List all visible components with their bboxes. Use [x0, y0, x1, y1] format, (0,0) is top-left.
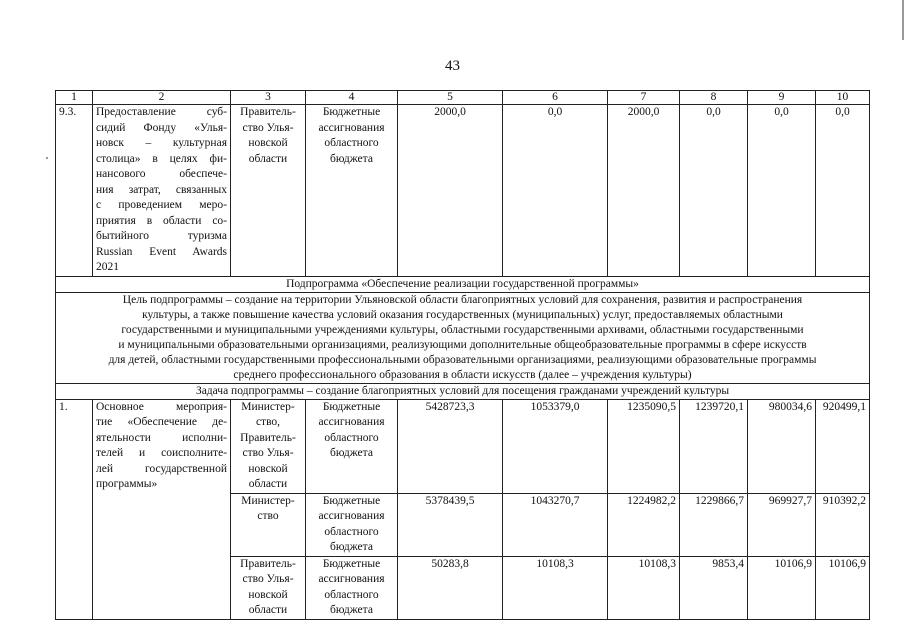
- funding-source-line: ассигнования: [318, 573, 385, 585]
- executor-line: Правитель-: [240, 557, 296, 570]
- value-year: 2000,0: [608, 105, 680, 277]
- activity-name-line: телей и соисполните-: [96, 447, 227, 459]
- value-year: 10106,9: [816, 556, 870, 619]
- executor-line: области: [248, 152, 288, 165]
- funding-source-line: ассигнования: [318, 510, 385, 522]
- funding-source-line: Бюджетные: [322, 557, 381, 570]
- executor-line: ство Улья-: [242, 573, 294, 585]
- goal-line: и муниципальными образовательными организациями, реализующими дополнительные общеобразовательные программы в сфере искусств: [118, 338, 807, 351]
- funding-source-cell: [306, 493, 398, 556]
- funding-source-line: Бюджетные: [322, 494, 381, 507]
- executor-line: области: [248, 478, 288, 490]
- executor-line: области: [248, 604, 288, 616]
- goal-line: для детей, областными государственными профессиональными образовательными организациями, реализующими образовательные программы: [108, 353, 817, 366]
- funding-source-line: областного: [324, 431, 379, 444]
- activity-name-line: тие «Обеспечение де-: [96, 416, 227, 428]
- activity-name-line: Основное мероприя-: [96, 400, 227, 413]
- subprogram-title-row: [56, 276, 870, 292]
- funding-source-cell: [306, 105, 398, 277]
- value-year: 10106,9: [748, 556, 816, 619]
- value-year: 1239720,1: [680, 399, 748, 493]
- value-year: 0,0: [748, 105, 816, 277]
- goal-line: Цель подпрограммы – создание на территории Ульяновской области благоприятных условий для сохранения, развития и распространения: [122, 293, 803, 306]
- value-year: 1053379,0: [503, 399, 608, 493]
- value-total: 50283,8: [398, 556, 503, 619]
- executor-cell: [231, 399, 306, 493]
- activity-name-line: Russian Event Awards: [96, 245, 227, 258]
- value-total: 2000,0: [398, 105, 503, 277]
- activity-name-line: нансового обеспече-: [96, 168, 227, 180]
- value-year: 1224982,2: [608, 493, 680, 556]
- funding-source-line: бюджета: [330, 447, 373, 459]
- executor-line: Правитель-: [240, 431, 296, 444]
- executor-line: Министер-: [241, 400, 295, 413]
- executor-line: новской: [248, 588, 288, 601]
- goal-line: государственными и муниципальными учреждениями культуры, областными государственными архивами, областными государственными: [121, 323, 804, 336]
- row-number: 9.3.: [56, 105, 93, 277]
- value-year: 10108,3: [608, 556, 680, 619]
- activity-name-line: 2021: [96, 261, 119, 273]
- subprogram-task-row: [56, 383, 870, 399]
- subprogram-goal-row: [56, 292, 870, 383]
- goal-line: среднего профессионального образования в области искусств (далее – учреждения культуры): [233, 368, 692, 381]
- column-number: 5: [398, 91, 503, 105]
- value-year: 1229866,7: [680, 493, 748, 556]
- funding-source-line: бюджета: [330, 152, 373, 165]
- funding-source-line: бюджета: [330, 541, 373, 553]
- funding-source-line: областного: [324, 137, 379, 149]
- budget-table: [55, 90, 870, 620]
- activity-name-cell: [93, 105, 231, 277]
- column-number: 9: [748, 91, 816, 105]
- value-year: 969927,7: [748, 493, 816, 556]
- scan-dot: [46, 157, 48, 159]
- funding-source-line: ассигнования: [318, 416, 385, 428]
- value-year: 980034,6: [748, 399, 816, 493]
- value-year: 9853,4: [680, 556, 748, 619]
- column-number: 7: [608, 91, 680, 105]
- column-number: 6: [503, 91, 608, 105]
- column-number: 2: [93, 91, 231, 105]
- activity-name-line: новск – культурная: [96, 137, 227, 149]
- scan-edge-mark: [902, 0, 904, 40]
- executor-line: ство: [257, 510, 279, 522]
- executor-line: Правитель-: [240, 106, 296, 118]
- subprogram-task: Задача подпрограммы – создание благоприятных условий для посещения гражданами учреждений культуры: [56, 383, 870, 399]
- executor-line: ство,: [255, 416, 281, 428]
- executor-line: ство Улья-: [242, 121, 294, 134]
- activity-name-line: программы»: [96, 478, 158, 490]
- value-year: 1235090,5: [608, 399, 680, 493]
- activity-name-line: Предоставление суб-: [96, 106, 227, 118]
- value-year: 0,0: [503, 105, 608, 277]
- column-number-header-row: [56, 91, 870, 105]
- value-total: 5378439,5: [398, 493, 503, 556]
- subprogram-goal: [56, 292, 870, 383]
- funding-source-cell: [306, 399, 398, 493]
- activity-name-line: бытийного туризма: [96, 230, 227, 242]
- executor-line: Министер-: [241, 494, 295, 507]
- column-number: 10: [816, 91, 870, 105]
- funding-source-line: бюджета: [330, 604, 373, 616]
- funding-source-line: ассигнования: [318, 121, 385, 134]
- row-number: 1.: [56, 399, 93, 619]
- activity-name-line: приятия в области со-: [96, 214, 227, 227]
- executor-line: ство Улья-: [242, 447, 294, 459]
- column-number: 4: [306, 91, 398, 105]
- funding-source-line: областного: [324, 525, 379, 538]
- activity-name-line: ния затрат, связанных: [96, 183, 227, 196]
- column-number: 3: [231, 91, 306, 105]
- activity-name-cell: [93, 399, 231, 619]
- value-year: 920499,1: [816, 399, 870, 493]
- table-row-9-3: [56, 105, 870, 277]
- activity-name-line: лей государственной: [96, 462, 227, 475]
- activity-name-line: сидий Фонду «Улья-: [96, 121, 227, 134]
- column-number: 1: [56, 91, 93, 105]
- page-number: 43: [445, 58, 460, 74]
- value-year: 910392,2: [816, 493, 870, 556]
- value-total: 5428723,3: [398, 399, 503, 493]
- executor-cell: [231, 556, 306, 619]
- funding-source-line: областного: [324, 588, 379, 601]
- column-number: 8: [680, 91, 748, 105]
- activity-name-line: с проведением меро-: [96, 199, 227, 211]
- value-year: 0,0: [680, 105, 748, 277]
- executor-cell: [231, 493, 306, 556]
- goal-line: культуры, а также повышение качества условий оказания государственных (муниципальных) услуг, предоставляемых областными: [142, 308, 783, 321]
- executor-line: новской: [248, 137, 288, 149]
- funding-source-cell: [306, 556, 398, 619]
- activity-name-line: столица» в целях фи-: [96, 152, 227, 165]
- funding-source-line: Бюджетные: [322, 400, 381, 413]
- table-row-1: [56, 399, 870, 493]
- activity-name-line: ятельности исполни-: [96, 431, 227, 444]
- value-year: 0,0: [816, 105, 870, 277]
- executor-cell: [231, 105, 306, 277]
- executor-line: новской: [248, 462, 288, 475]
- subprogram-title: Подпрограмма «Обеспечение реализации государственной программы»: [56, 276, 870, 292]
- value-year: 1043270,7: [503, 493, 608, 556]
- value-year: 10108,3: [503, 556, 608, 619]
- funding-source-line: Бюджетные: [322, 106, 381, 118]
